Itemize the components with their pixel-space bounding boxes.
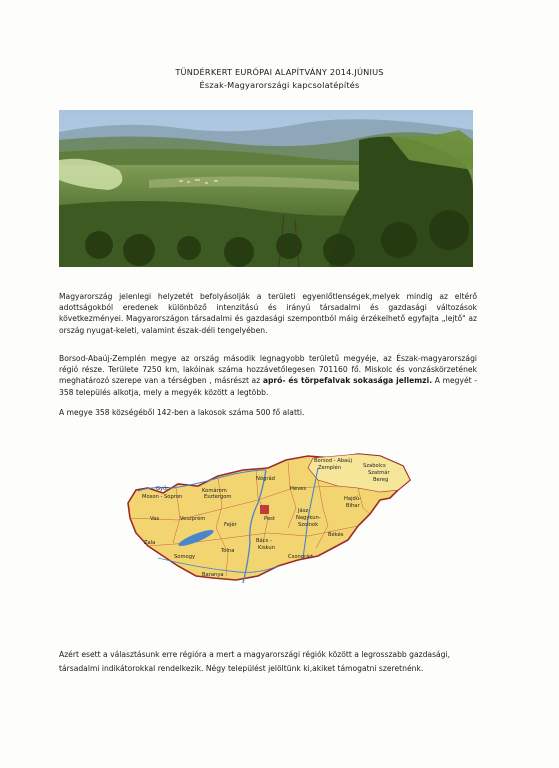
map-label-baranya: Baranya: [202, 572, 224, 578]
map-label-zala: Zala: [144, 540, 156, 546]
map-label-borsod-1: Borsod - Abaúj: [314, 458, 352, 464]
map-label-bekes: Békés: [328, 532, 344, 538]
map-label-vas: Vas: [150, 516, 160, 522]
county-paragraph: [59, 353, 477, 398]
map-label-somogy: Somogy: [174, 554, 196, 560]
map-label-szabolcs-1: Szabolcs: [363, 463, 386, 469]
page-subtitle: Észak-Magyarországi kapcsolatépítés: [199, 80, 360, 90]
map-label-bacs-1: Bács -: [256, 538, 272, 544]
map-label-hajdu-2: Bihar: [346, 503, 360, 509]
map-label-bacs-2: Kiskun: [258, 545, 275, 551]
map-label-tolna: Tolna: [221, 548, 235, 554]
landscape-photo: [59, 110, 473, 267]
map-label-veszprem: Veszprém: [180, 516, 206, 522]
map-label-szabolcs-2: Szatmár: [368, 470, 390, 476]
map-label-moson: Moson - Sopron: [142, 494, 183, 500]
map-label-szabolcs-3: Bereg: [373, 477, 389, 483]
map-label-gyor: Győr: [156, 486, 169, 492]
intro-paragraph: Magyarország jelenlegi helyzetét befolyásolják a területi egyenlőtlenségek,melyek mindig az eltérő adottságokból eredenek különböző intenzitású és irányú társadalmi és gazdasági változások következményei. Magyarországon társadalmi és gazdasági szempontból máig érzékelhető egyfajta „lejtő" az ország nyugat-keleti, valamint észak-déli tengelyében.: [59, 292, 477, 335]
map-label-nograd: Nógrád: [256, 476, 275, 482]
village-emphasis: apró- és törpefalvak sokasága jellemzi.: [262, 376, 433, 386]
map-label-jasz-3: Szolnok: [298, 522, 319, 528]
county-tail: A megyét - 358 település alkotja, mely a megyék között a legtöbb.: [59, 376, 477, 397]
hungary-county-map: [118, 448, 413, 588]
county-text: Borsod-Abaúj-Zemplén megye az ország második legnagyobb területű megyéje, az Észak-magyarországi régió része. Területe 7250 km, lakóinak száma hozzávetőlegesen 701160 fő. Miskolc és vonzáskörzetének meghatározó szerepe van a térségben , másrészt az: [59, 354, 477, 386]
map-label-jasz-2: Nagykun-: [296, 515, 321, 521]
conclusion-paragraph: Azért esett a választásunk erre régióra a mert a magyarországi régiók között a legrosszabb gazdasági, társadalmi indikátorokkal rendelkezik. Négy települést jelöltünk ki,akiket támogatni szeretnénk.: [59, 650, 451, 673]
map-label-hajdu-1: Hajdú-: [344, 496, 361, 502]
map-label-komarom-1: Komárom: [202, 488, 227, 494]
map-label-pest: Pest: [264, 516, 275, 522]
map-label-heves: Heves: [290, 486, 307, 492]
map-label-borsod-2: Zemplén: [318, 465, 342, 471]
map-label-fejer: Fejér: [224, 522, 237, 528]
map-label-jasz-1: Jász-: [298, 508, 311, 514]
villages-line: A megye 358 községéből 142-ben a lakosok száma 500 fő alatti.: [59, 408, 305, 417]
map-label-csongrad: Csongrád: [288, 554, 313, 560]
page-title: TÜNDÉRKERT EURÓPAI ALAPÍTVÁNY 2014.JÚNIUS: [175, 67, 384, 77]
map-label-komarom-2: Esztergom: [204, 494, 232, 500]
